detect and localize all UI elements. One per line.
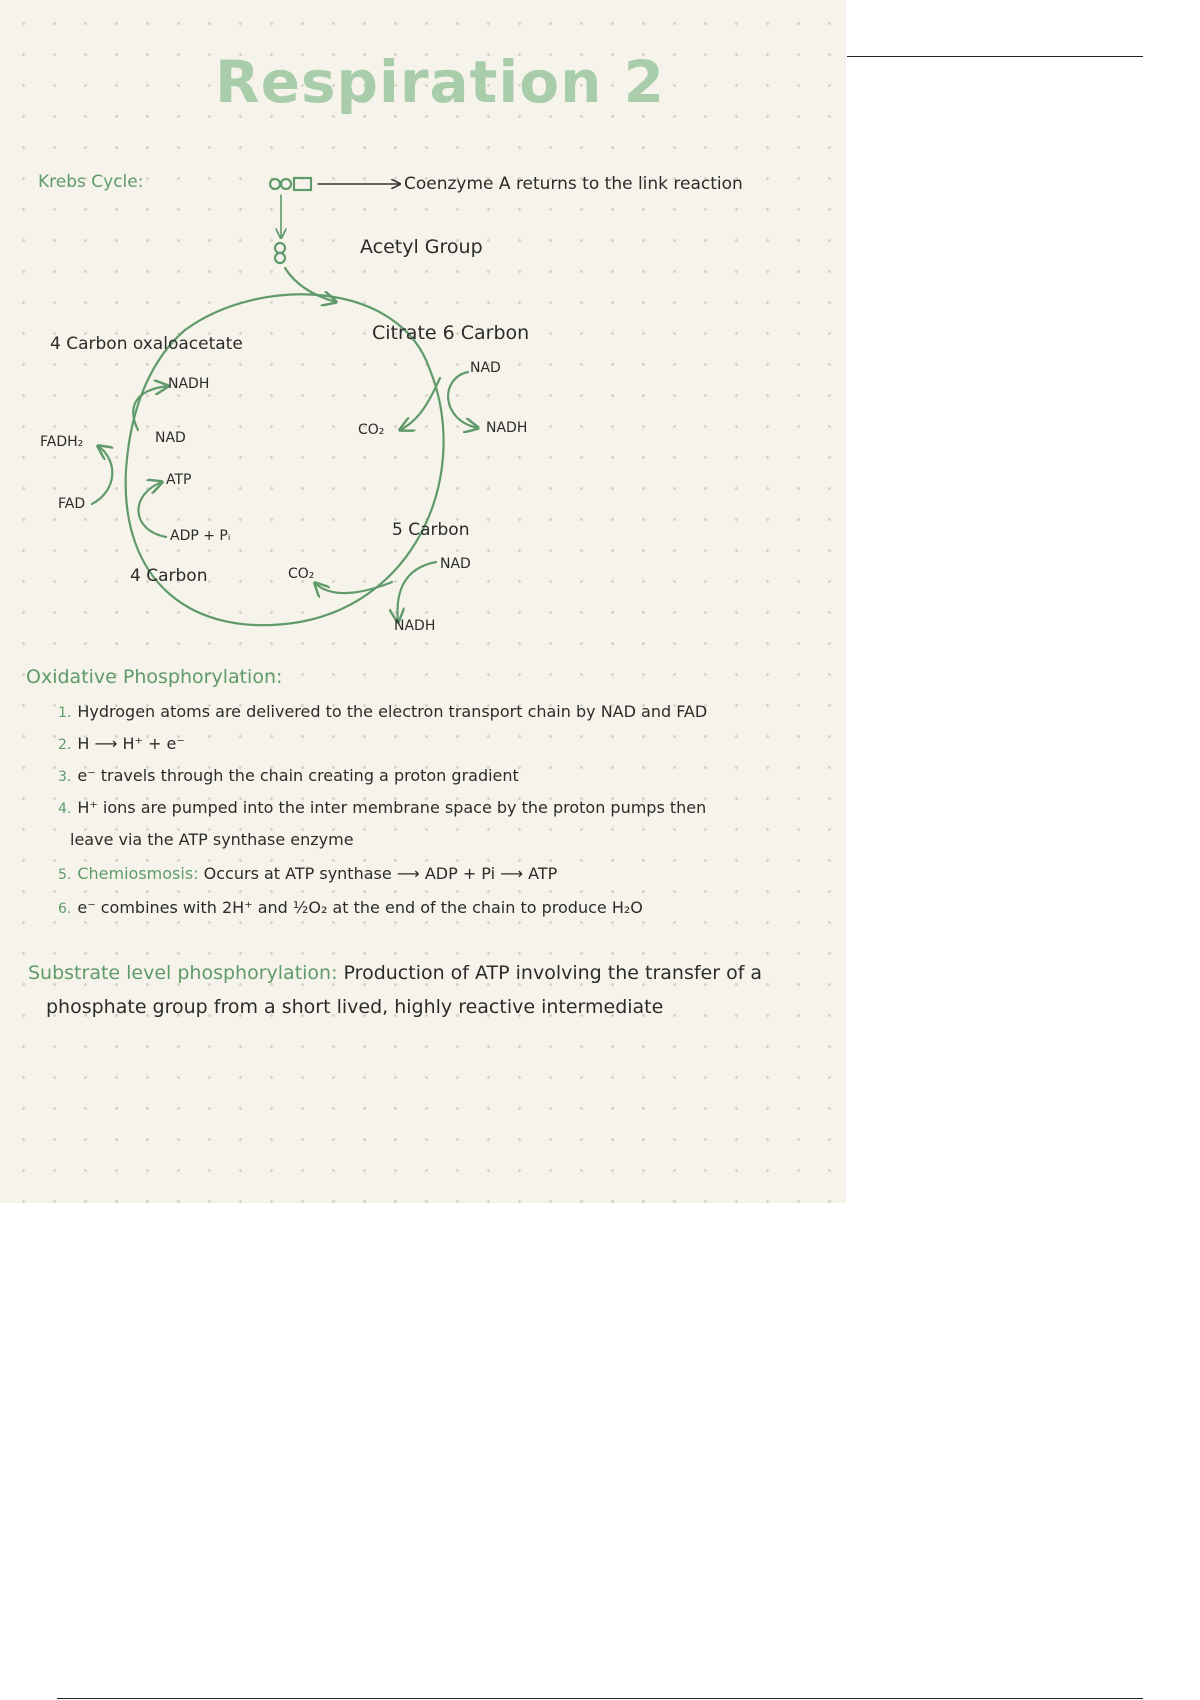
ox-step-1-num: 1. <box>58 705 72 721</box>
top-rule <box>847 56 1143 57</box>
nad-label-1: NAD <box>470 360 501 376</box>
ox-step-3-num: 3. <box>58 769 72 785</box>
ox-step-2-text: H ⟶ H⁺ + e⁻ <box>77 734 185 753</box>
atp-label: ATP <box>166 472 192 488</box>
ox-step-4-text: H⁺ ions are pumped into the inter membrane space by the proton pumps then <box>77 798 707 817</box>
substrate-text-1: Production of ATP involving the transfer of a <box>343 962 763 984</box>
acetyl-coa-circle-1 <box>270 179 280 189</box>
nadh-label-2: NADH <box>394 618 436 634</box>
co2-label-2: CO₂ <box>288 566 315 582</box>
ox-step-6 <box>58 898 643 917</box>
four-carbon-label: 4 Carbon <box>130 566 208 586</box>
ox-step-6-text: e⁻ combines with 2H⁺ and ½O₂ at the end of the chain to produce H₂O <box>77 898 643 917</box>
ox-step-5-num: 5. <box>58 867 72 883</box>
acetyl-circle-2 <box>275 253 285 263</box>
nadh-label-1: NADH <box>486 420 528 436</box>
adp-label: ADP + Pᵢ <box>170 528 231 544</box>
fad-fadh2-arrow <box>92 446 112 504</box>
note-page <box>0 0 846 1203</box>
fad-label: FAD <box>58 496 86 512</box>
nadh-loop-arrow <box>133 386 168 430</box>
ox-step-5 <box>58 864 557 883</box>
co2-release-arrow-1 <box>400 378 440 430</box>
acetyl-coa-circle-2 <box>281 179 291 189</box>
substrate-line-2 <box>46 996 663 1018</box>
acetyl-circle-1 <box>275 243 285 253</box>
substrate-line-1 <box>28 962 762 984</box>
five-carbon-label: 5 Carbon <box>392 520 470 540</box>
ox-step-4-num: 4. <box>58 801 72 817</box>
coenzyme-a-square <box>294 178 311 190</box>
ox-step-3-text: e⁻ travels through the chain creating a proton gradient <box>77 766 519 785</box>
substrate-text-2: phosphate group from a short lived, highly reactive intermediate <box>46 996 664 1018</box>
adp-atp-arrow <box>138 482 166 537</box>
krebs-heading: Krebs Cycle: <box>38 172 144 192</box>
nad-nadh-arrow-2 <box>397 562 436 622</box>
ox-step-4 <box>58 798 706 817</box>
nad-nadh-arrow-1 <box>448 372 478 428</box>
nad-label-2: NAD <box>440 556 471 572</box>
substrate-heading: Substrate level phosphorylation: <box>28 962 338 984</box>
nad-label-3: NAD <box>155 430 186 446</box>
ox-step-1-text: Hydrogen atoms are delivered to the electron transport chain by NAD and FAD <box>77 702 708 721</box>
ox-step-1 <box>58 702 707 721</box>
chemiosmosis-label: Chemiosmosis: <box>77 864 199 883</box>
fadh2-label: FADH₂ <box>40 434 84 450</box>
page-title: Respiration 2 <box>215 48 665 116</box>
oxidative-heading: Oxidative Phosphorylation: <box>26 666 283 688</box>
nadh-label-3: NADH <box>168 376 210 392</box>
citrate-label: Citrate 6 Carbon <box>372 322 530 344</box>
ox-step-5-text: Occurs at ATP synthase ⟶ ADP + Pi ⟶ ATP <box>203 864 558 883</box>
ox-step-2-num: 2. <box>58 737 72 753</box>
bottom-rule <box>57 1698 1143 1699</box>
acetyl-group-label: Acetyl Group <box>360 236 483 258</box>
ox-step-6-num: 6. <box>58 901 72 917</box>
coenzyme-note: Coenzyme A returns to the link reaction <box>404 174 743 194</box>
ox-step-4-cont-text: leave via the ATP synthase enzyme <box>70 830 354 849</box>
ox-step-2 <box>58 734 185 753</box>
ox-step-4-cont <box>70 830 354 849</box>
oxaloacetate-label: 4 Carbon oxaloacetate <box>50 334 243 354</box>
ox-step-3 <box>58 766 519 785</box>
co2-label-1: CO₂ <box>358 422 385 438</box>
